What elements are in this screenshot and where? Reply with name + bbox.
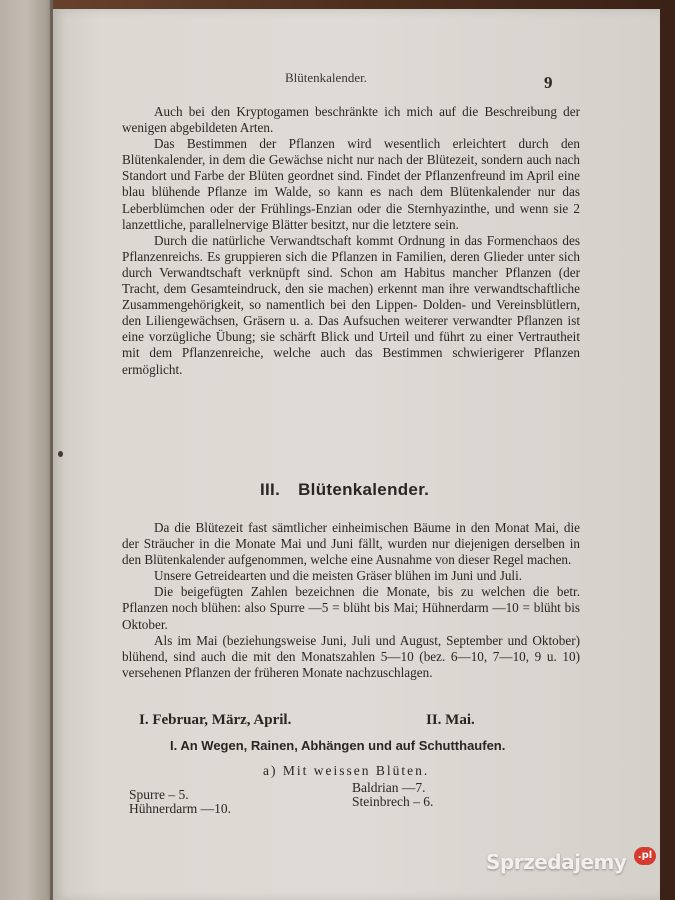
month-heading-may: II. Mai.: [426, 712, 475, 728]
section-number: III.: [260, 480, 281, 499]
month-heading-feb-apr: I. Februar, März, April.: [139, 712, 292, 728]
ink-spot: [58, 451, 63, 457]
plant-entry: Baldrian —7.: [352, 780, 426, 795]
plant-list-may: [352, 781, 433, 809]
paragraph: Das Bestimmen der Pflanzen wird wesentlich erleichtert durch den Blütenkalender, in dem die Gewächse nicht nur nach der Blütezeit, sondern auch nach Standort und Farbe der Blüten geordnet sind. Findet der Pflanzenfreund im April eine blau blühende Pflanze im Walde, so kann es nach dem Blütenkalender nur das Leberblümchen oder der Frühlings-Enzian oder die Sternhyazinthe, und wenn sie 2 lanzettliche, parallelnervige Blätter besitzt, nur die letztere sein.: [122, 136, 580, 232]
section-heading: [260, 480, 429, 500]
intro-text: [122, 104, 580, 378]
page-number: 9: [544, 73, 553, 92]
paragraph: Unsere Getreidearten und die meisten Gräser blühen im Juni und Juli.: [154, 568, 523, 584]
watermark-logo: Sprzedajemy: [486, 850, 627, 874]
paragraph: Da die Blütezeit fast sämtlicher einheimischen Bäume in den Monat Mai, die der Sträucher in die Monate Mai und Juni fällt, wurden nur diejenigen derselben in den Blütenkalender aufgenommen, welche eine Ausnahme von dieser Regel machen.: [122, 520, 580, 568]
section-title: Blütenkalender.: [298, 480, 430, 499]
paragraph: Durch die natürliche Verwandtschaft kommt Ordnung in das Formenchaos des Pflanzenreichs. Es gruppieren sich die Pflanzen in Familien, deren Glieder unter sich durch Verwandtschaft verknüpft sind. Schon am Habitus mancher Pflanzen (der Tracht, dem Gesamteindruck, den sie machen) erkennt man ihre verwandtschaftliche Zusammengehörigkeit, so namentlich bei den Lippen- Dolden- und Vereinsblütlern, den Liliengewächsen, Gräsern u. a. Das Aufsuchen weiterer verwandter Pflanzen ist eine vorzügliche Übung; sie schärft Blick und Urteil und führt zu einer Vertrautheit mit dem Pflanzenreiche, welche auch das Bestimmen schwierigerer Pflanzen ermöglicht.: [122, 232, 580, 377]
plant-entry: Hühnerdarm —10.: [129, 801, 231, 816]
running-head: Blütenkalender.: [285, 70, 367, 85]
section-text: [122, 520, 580, 681]
plant-entry: Steinbrech – 6.: [352, 794, 434, 809]
plant-list-feb-apr: [129, 788, 231, 816]
paragraph: Auch bei den Kryptogamen beschränkte ich mich auf die Beschreibung der wenigen abgebildeten Arten.: [122, 104, 580, 136]
subsubsection-heading: a) Mit weissen Blüten.: [263, 763, 430, 778]
paragraph: Als im Mai (beziehungsweise Juni, Juli und August, September und Oktober) blühend, sind auch die mit den Monatszahlen 5—10 (bez. 6—10, 7—10, 9 u. 10) versehenen Pflanzen der früheren Monate nachzuschlagen.: [122, 632, 580, 680]
watermark-badge: .pl: [634, 847, 656, 865]
previous-pages-edge: [0, 0, 52, 900]
subsection-heading: I. An Wegen, Rainen, Abhängen und auf Schutthaufen.: [170, 738, 506, 753]
month-headings: [139, 712, 499, 729]
paragraph: Die beigefügten Zahlen bezeichnen die Monate, bis zu welchen die betr. Pflanzen noch blühen: also Spurre —5 = blüht bis Mai; Hühnerdarm —10 = blüht bis Oktober.: [122, 584, 580, 632]
plant-entry: Spurre – 5.: [129, 787, 189, 802]
